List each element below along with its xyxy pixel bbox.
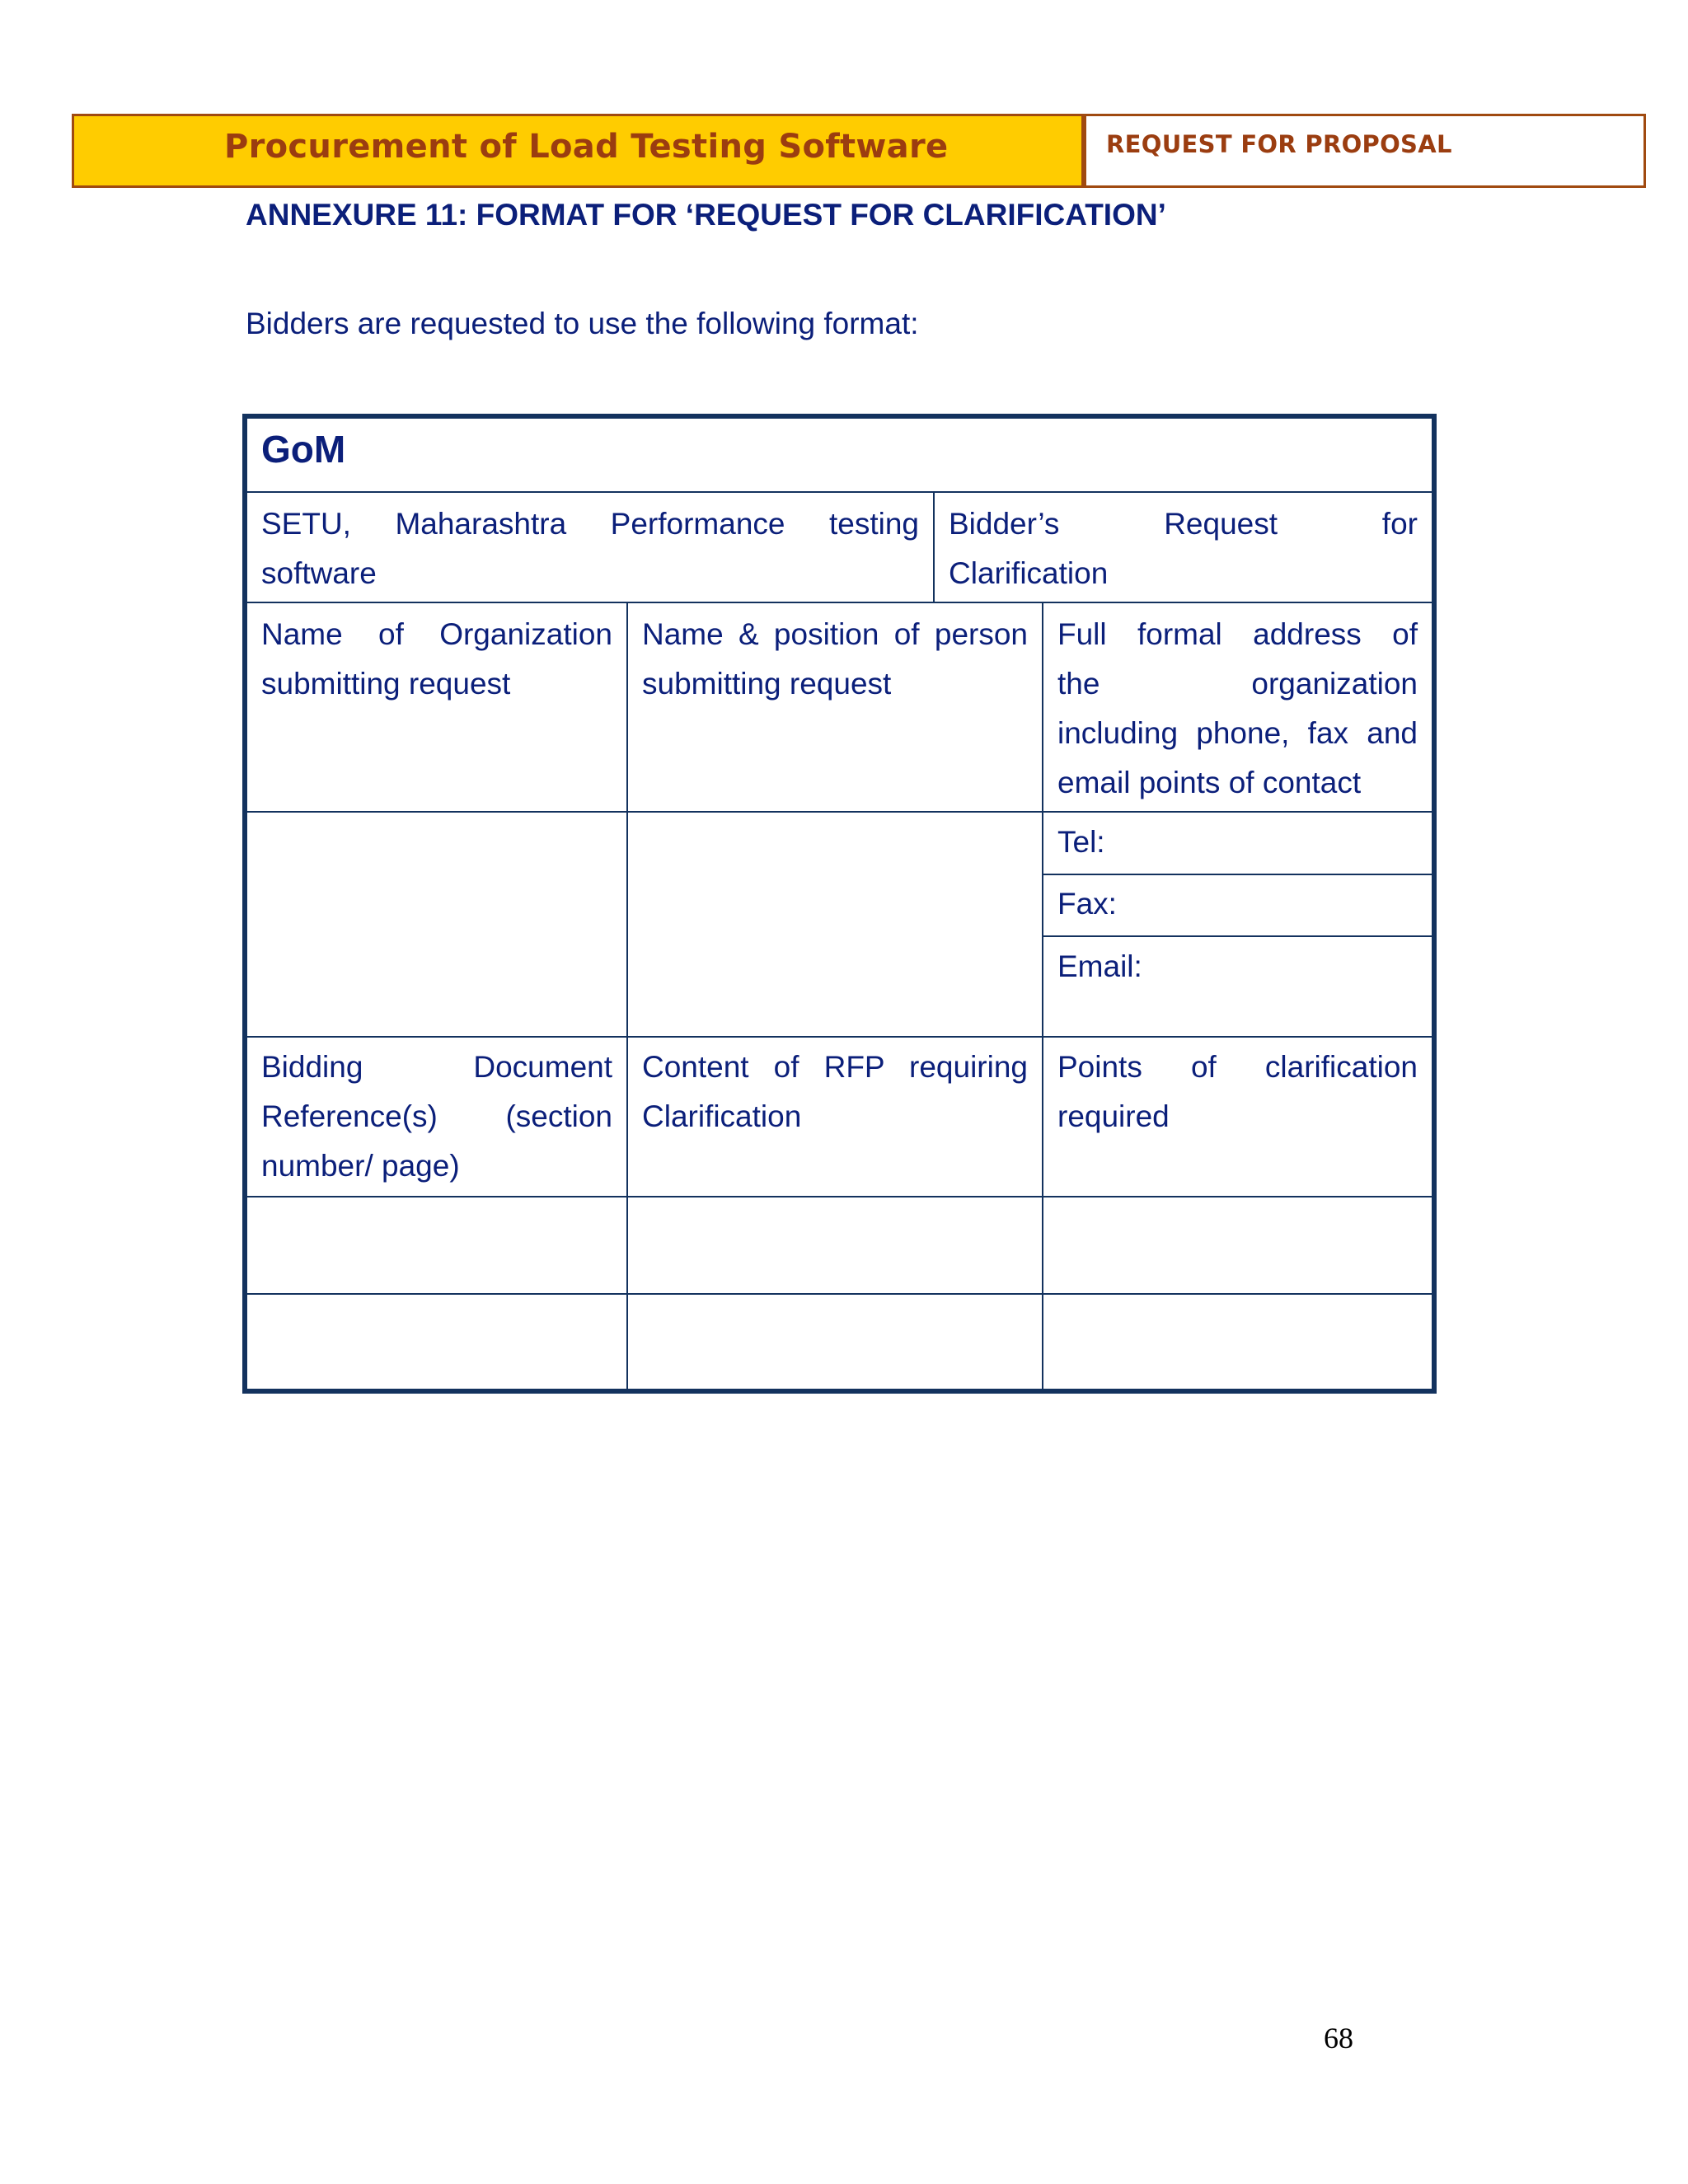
row-divider [1043,874,1432,875]
header-line: Clarification [642,1099,802,1133]
row-divider [247,491,1432,493]
document-header [72,114,1646,188]
header-line: Points of clarification [1057,1050,1418,1084]
header-line: Full formal address of [1057,617,1418,651]
content-header [628,1043,1042,1141]
org-name-input-cell[interactable] [247,813,626,1036]
annexure-title: ANNEXURE 11: FORMAT FOR ‘REQUEST FOR CLARIFICATION’ [246,198,1166,232]
header-line: submitting request [261,667,511,701]
project-cell [247,499,933,598]
header-line: required [1057,1099,1170,1133]
tel-label: Tel: [1057,825,1105,859]
org-title: GoM [261,428,346,471]
col3-header [1043,610,1432,808]
points-input-cell[interactable] [1043,1197,1432,1293]
fax-label: Fax: [1057,887,1117,921]
row-divider [247,602,1432,603]
header-line: including phone, fax and [1057,716,1418,750]
intro-text: Bidders are requested to use the following format: [246,307,919,340]
row-divider [1043,935,1432,937]
header-line: Bidding Document [261,1050,612,1084]
header-line: number/ page) [261,1149,460,1183]
col1-header [247,610,626,709]
project-line: SETU, Maharashtra Performance testing [261,507,919,541]
header-doc-type: REQUEST FOR PROPOSAL [1106,130,1452,158]
ref-header [247,1043,626,1191]
header-title-box [72,114,1084,188]
points-input-cell[interactable] [1043,1295,1432,1389]
project-line: software [261,556,377,590]
header-line: Reference(s) (section [261,1099,612,1133]
ref-input-cell[interactable] [247,1295,626,1389]
header-line: submitting request [642,667,892,701]
header-line: email points of contact [1057,766,1362,799]
content-input-cell[interactable] [628,1197,1042,1293]
col2-header [628,610,1042,709]
points-header [1043,1043,1432,1141]
person-input-cell[interactable] [628,813,1042,1036]
content-input-cell[interactable] [628,1295,1042,1389]
page-number: 68 [1324,2022,1353,2055]
request-line: Bidder’s Request for [949,507,1418,541]
request-line: Clarification [949,556,1109,590]
header-line: Content of RFP requiring [642,1050,1028,1084]
row-divider [247,1036,1432,1038]
header-line: Name of Organization [261,617,612,651]
header-doc-type-box [1084,114,1646,188]
email-label: Email: [1057,949,1142,983]
header-line: Name & position of person [642,617,1028,651]
clarification-form-table [242,414,1437,1394]
ref-input-cell[interactable] [247,1197,626,1293]
header-title: Procurement of Load Testing Software [224,128,949,166]
request-cell [935,499,1432,598]
header-line: the organization [1057,667,1418,701]
